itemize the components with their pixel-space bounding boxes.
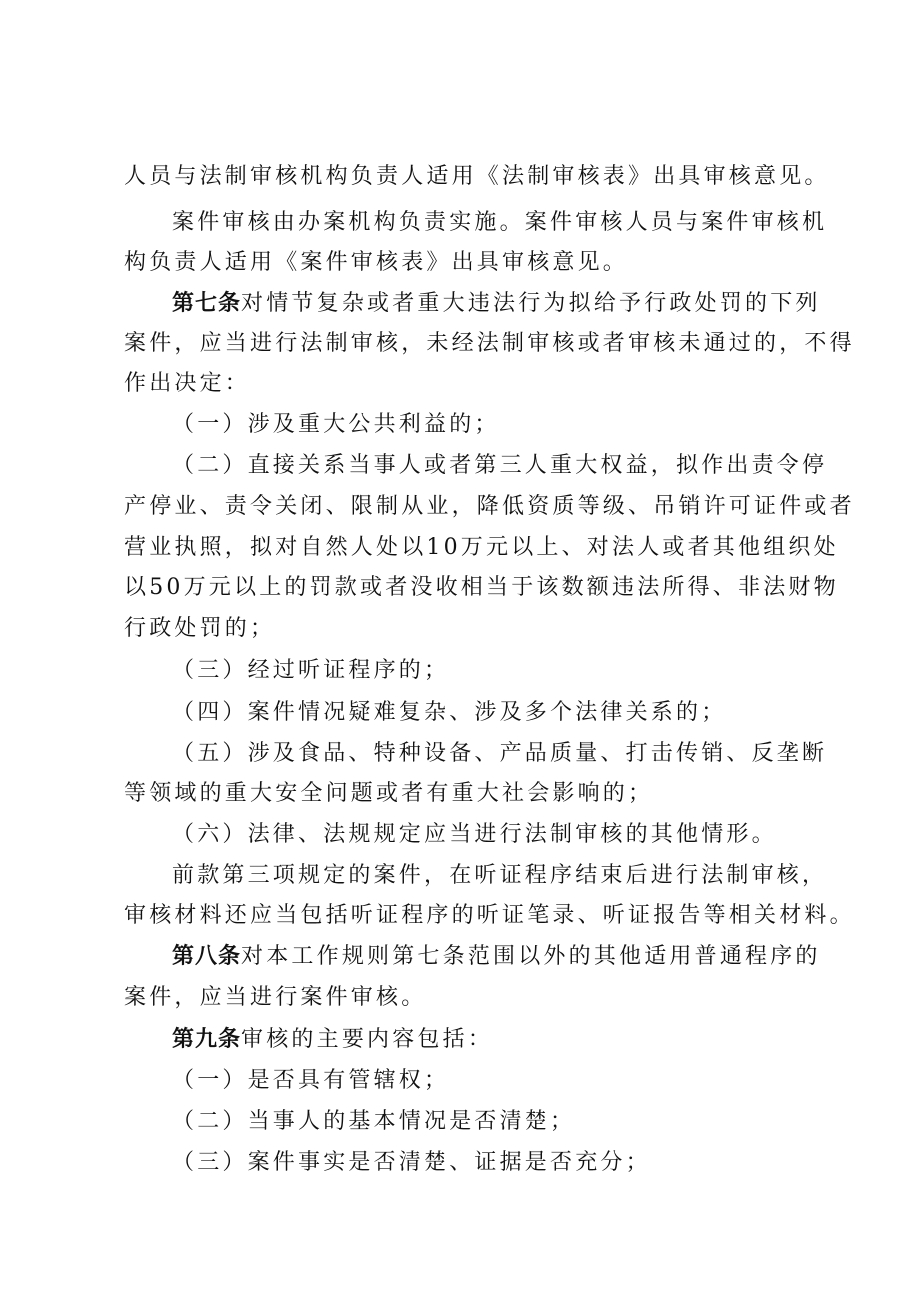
line-text: 等领域的重大安全问题或者有重大社会影响的； [124, 781, 654, 806]
list-item [172, 1143, 804, 1183]
article-8-first-line [172, 937, 821, 977]
line-text: （一）涉及重大公共利益的； [172, 412, 500, 437]
list-item [172, 815, 804, 855]
list-item [172, 651, 804, 691]
text-line [172, 203, 828, 243]
line-text: 审核材料还应当包括听证程序的听证笔录、听证报告等相关材料。 [124, 903, 855, 928]
line-text: 对情节复杂或者重大违法行为拟给予行政处罚的下列 [241, 291, 821, 316]
text-line [172, 856, 828, 896]
line-text: 行政处罚的； [124, 616, 276, 641]
text-line [124, 487, 855, 527]
line-text: 对本工作规则第七条范围以外的其他适用普通程序的 [241, 944, 821, 969]
line-text: 案件，应当进行法制审核，未经法制审核或者审核未通过的，不得 [124, 331, 855, 356]
line-text: 前款第三项规定的案件，在听证程序结束后进行法制审核， [172, 863, 828, 888]
text-line [124, 528, 839, 568]
article-label: 第九条 [172, 1027, 242, 1052]
list-item [172, 1061, 804, 1101]
line-text: （三）案件事实是否清楚、证据是否充分； [172, 1150, 651, 1175]
line-text: （二）直接关系当事人或者第三人重大权益，拟作出责令停 [172, 453, 828, 478]
list-item [172, 1102, 804, 1142]
article-label: 第七条 [172, 291, 242, 316]
article-9-first-line [172, 1020, 804, 1060]
line-text: 审核的主要内容包括： [241, 1027, 494, 1052]
line-text: 作出决定： [124, 371, 251, 396]
line-text: （六）法律、法规规定应当进行法制审核的其他情形。 [172, 822, 777, 847]
line-text: （四）案件情况疑难复杂、涉及多个法律关系的； [172, 700, 727, 725]
text-line [124, 157, 830, 197]
line-text: （一）是否具有管辖权； [172, 1068, 450, 1093]
article-7-first-line [172, 284, 821, 324]
list-item [172, 693, 804, 733]
text-line [124, 568, 839, 608]
list-item [172, 446, 828, 486]
line-text: 产停业、责令关闭、限制从业，降低资质等级、吊销许可证件或者 [124, 494, 855, 519]
text-line [124, 774, 804, 814]
line-text: 以50万元以上的罚款或者没收相当于该数额违法所得、非法财物 [124, 575, 839, 600]
text-line [124, 609, 804, 649]
text-line [124, 978, 804, 1018]
line-text: （五）涉及食品、特种设备、产品质量、打击传销、反垄断 [172, 741, 828, 766]
text-line [124, 324, 855, 364]
line-text: 营业执照，拟对自然人处以10万元以上、对法人或者其他组织处 [124, 535, 839, 560]
text-line [124, 896, 855, 936]
list-item [172, 734, 828, 774]
text-line [124, 364, 804, 404]
line-text: 人员与法制审核机构负责人适用《法制审核表》出具审核意见。 [124, 164, 830, 189]
line-text: 案件审核由办案机构负责实施。案件审核人员与案件审核机 [172, 210, 828, 235]
line-text: 案件，应当进行案件审核。 [124, 985, 427, 1010]
list-item [172, 405, 804, 445]
line-text: （三）经过听证程序的； [172, 658, 450, 683]
article-label: 第八条 [172, 944, 242, 969]
text-line [124, 243, 804, 283]
line-text: 构负责人适用《案件审核表》出具审核意见。 [124, 250, 629, 275]
line-text: （二）当事人的基本情况是否清楚； [172, 1109, 576, 1134]
